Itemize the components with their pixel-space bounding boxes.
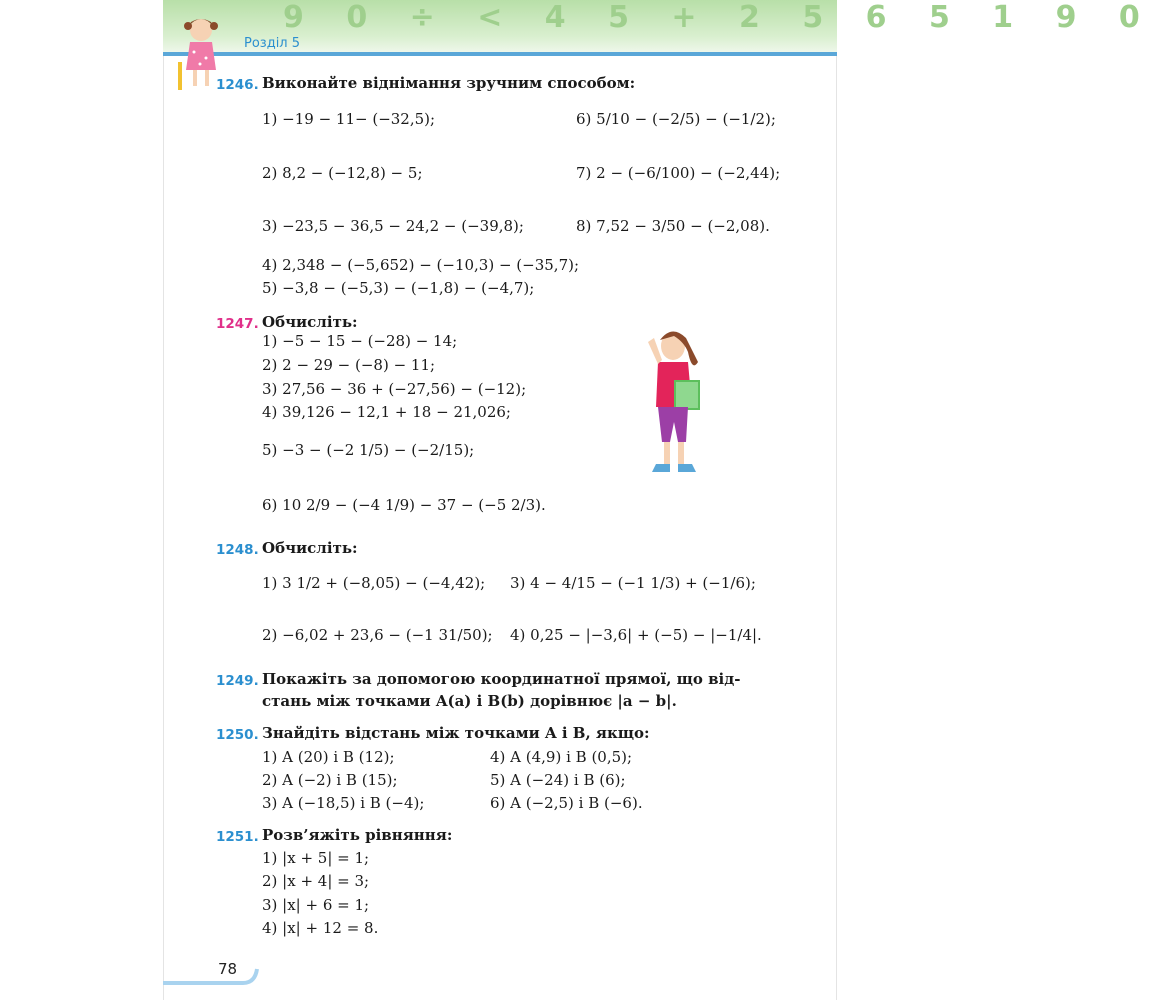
item-1250-3: 3) A (−18,5) і B (−4); bbox=[262, 794, 425, 812]
item-1246-1: 1) −19 − 11− (−32,5); bbox=[262, 110, 436, 128]
item-1250-1: 1) A (20) і B (12); bbox=[262, 748, 395, 766]
item-1250-6: 6) A (−2,5) і B (−6). bbox=[490, 794, 643, 812]
item-1246-6: 6) 5/10 − (−2/5) − (−1/2); bbox=[576, 110, 776, 128]
problem-text-1249-line2: стань між точками A(a) і B(b) дорівнює |a − b|. bbox=[262, 692, 677, 710]
item-1250-4: 4) A (4,9) і B (0,5); bbox=[490, 748, 633, 766]
item-1248-4: 4) 0,25 − |−3,6| + (−5) − |−1/4|. bbox=[510, 626, 762, 644]
problem-number-1249: 1249. bbox=[216, 673, 259, 689]
problem-number-1250: 1250. bbox=[216, 727, 259, 743]
item-1247-3: 3) 27,56 − 36 + (−27,56) − (−12); bbox=[262, 380, 527, 398]
problem-number-1248: 1248. bbox=[216, 542, 259, 558]
footer-curve-decoration bbox=[163, 955, 263, 985]
item-1246-3: 3) −23,5 − 36,5 − 24,2 − (−39,8); bbox=[262, 217, 524, 235]
item-1247-2: 2) 2 − 29 − (−8) − 11; bbox=[262, 356, 436, 374]
item-1246-8: 8) 7,52 − 3/50 − (−2,08). bbox=[576, 217, 770, 235]
problem-number-1251: 1251. bbox=[216, 829, 259, 845]
item-1248-1: 1) 3 1/2 + (−8,05) − (−4,42); bbox=[262, 574, 486, 592]
problem-title-1248: Обчисліть: bbox=[262, 539, 358, 557]
item-1248-3: 3) 4 − 4/15 − (−1 1/3) + (−1/6); bbox=[510, 574, 756, 592]
item-1246-4: 4) 2,348 − (−5,652) − (−10,3) − (−35,7); bbox=[262, 256, 580, 274]
problem-number-1246: 1246. bbox=[216, 77, 259, 93]
item-1247-6: 6) 10 2/9 − (−4 1/9) − 37 − (−5 2/3). bbox=[262, 496, 546, 514]
item-1247-5: 5) −3 − (−2 1/5) − (−2/15); bbox=[262, 441, 475, 459]
item-1251-4: 4) |x| + 12 = 8. bbox=[262, 919, 379, 937]
item-1246-2: 2) 8,2 − (−12,8) − 5; bbox=[262, 164, 423, 182]
problem-text-1249-line1: Покажіть за допомогою координатної прямої, що від- bbox=[262, 670, 741, 688]
section-label: Розділ 5 bbox=[244, 36, 301, 51]
item-1250-2: 2) A (−2) і B (15); bbox=[262, 771, 398, 789]
item-1251-3: 3) |x| + 6 = 1; bbox=[262, 896, 370, 914]
problem-title-1247: Обчисліть: bbox=[262, 313, 358, 331]
item-1248-2: 2) −6,02 + 23,6 − (−1 31/50); bbox=[262, 626, 493, 644]
item-1251-1: 1) |x + 5| = 1; bbox=[262, 849, 370, 867]
problem-title-1251: Розв’яжіть рівняння: bbox=[262, 826, 453, 844]
problem-number-1247: 1247. bbox=[216, 316, 259, 332]
decorative-digits: 9 0 ÷ < 4 5 + 2 5 6 5 1 9 0 bbox=[283, 0, 1156, 35]
item-1246-5: 5) −3,8 − (−5,3) − (−1,8) − (−4,7); bbox=[262, 279, 535, 297]
item-1247-1: 1) −5 − 15 − (−28) − 14; bbox=[262, 332, 458, 350]
item-1247-4: 4) 39,126 − 12,1 + 18 − 21,026; bbox=[262, 403, 511, 421]
problem-title-1246: Виконайте віднімання зручним способом: bbox=[262, 74, 636, 92]
item-1246-7: 7) 2 − (−6/100) − (−2,44); bbox=[576, 164, 781, 182]
item-1251-2: 2) |x + 4| = 3; bbox=[262, 872, 370, 890]
problem-title-1250: Знайдіть відстань між точками A і B, якщо: bbox=[262, 724, 650, 742]
page-number: 78 bbox=[218, 960, 238, 978]
item-1250-5: 5) A (−24) і B (6); bbox=[490, 771, 626, 789]
